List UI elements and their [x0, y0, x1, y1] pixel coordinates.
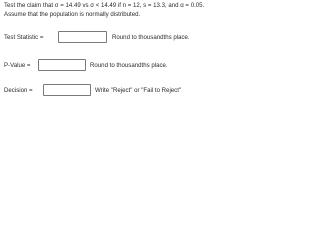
test-statistic-label: Test Statistic =	[4, 34, 44, 41]
decision-input[interactable]	[43, 84, 91, 96]
test-statistic-input[interactable]	[58, 31, 107, 43]
test-statistic-hint: Round to thousandths place.	[112, 34, 190, 41]
test-statistic-row	[4, 31, 198, 44]
p-value-hint: Round to thousandths place.	[90, 62, 168, 69]
p-value-input[interactable]	[38, 59, 86, 71]
p-value-label: P-Value =	[4, 62, 31, 69]
decision-label: Decision =	[4, 87, 33, 94]
question-claim-text: Test the claim that σ = 14.49 vs σ < 14.49 if n = 12, s = 13.3, and α = 0.05.	[4, 2, 205, 9]
p-value-row	[4, 59, 198, 72]
question-assumption-text: Assume that the population is normally distributed.	[4, 10, 141, 18]
decision-row	[4, 84, 198, 97]
question-prompt	[4, 2, 204, 19]
decision-hint: Write "Reject" or "Fail to Reject"	[95, 87, 182, 94]
